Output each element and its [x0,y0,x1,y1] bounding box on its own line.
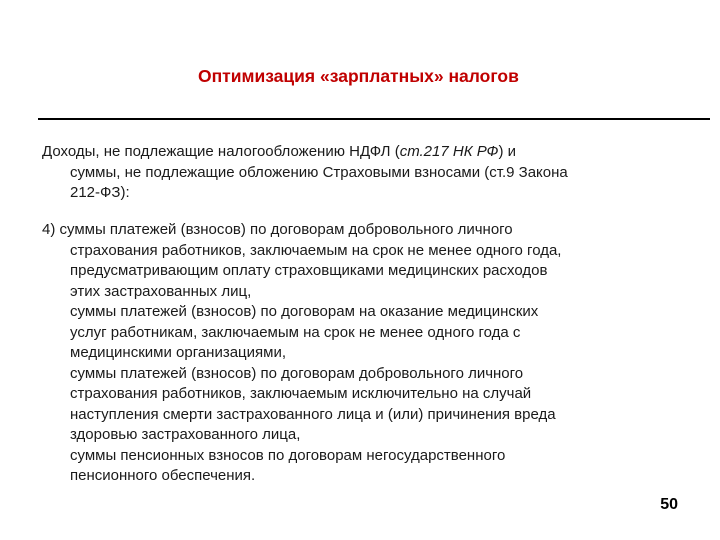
intro-line-1-after: ) и [498,143,517,160]
intro-paragraph [42,142,642,204]
item-line: страхования работников, заключаемым на срок не менее одного года, [70,241,562,259]
intro-line-1-before: Доходы, не подлежащие налогообложению НДФЛ ( [42,143,400,160]
item-line: 4) суммы платежей (взносов) по договорам добровольного личного [42,221,513,238]
page-number: 50 [660,496,678,513]
item-line: услуг работникам, заключаемым на срок не менее одного года с [70,323,521,341]
item-line: суммы платежей (взносов) по договорам на оказание медицинских [70,303,539,320]
item-line: здоровью застрахованного лица, [70,426,301,443]
item-line: страхования работников, заключаемым исключительно на случай [70,385,532,402]
item-line: суммы платежей (взносов) по договорам добровольного личного [70,364,524,382]
title-divider [38,118,710,120]
item-line: предусматривающим оплату страховщиками медицинских расходов [70,262,548,279]
intro-line-3: 212-ФЗ): [70,184,130,201]
item-line: суммы пенсионных взносов по договорам негосударственного [70,446,506,464]
intro-line-2: суммы, не подлежащие обложению Страховыми взносами (ст.9 Закона [70,163,568,181]
item-line: наступления смерти застрахованного лица и (или) причинения вреда [70,405,556,423]
slide-title: Оптимизация «зарплатных» налогов [198,66,519,86]
item-line: медицинскими организациями, [70,344,287,361]
intro-law-reference: ст.217 НК РФ [399,143,499,160]
item-line: этих застрахованных лиц, [70,282,252,300]
intro-line-1 [42,142,642,163]
list-item-4 [42,220,682,487]
item-line: пенсионного обеспечения. [70,467,256,484]
